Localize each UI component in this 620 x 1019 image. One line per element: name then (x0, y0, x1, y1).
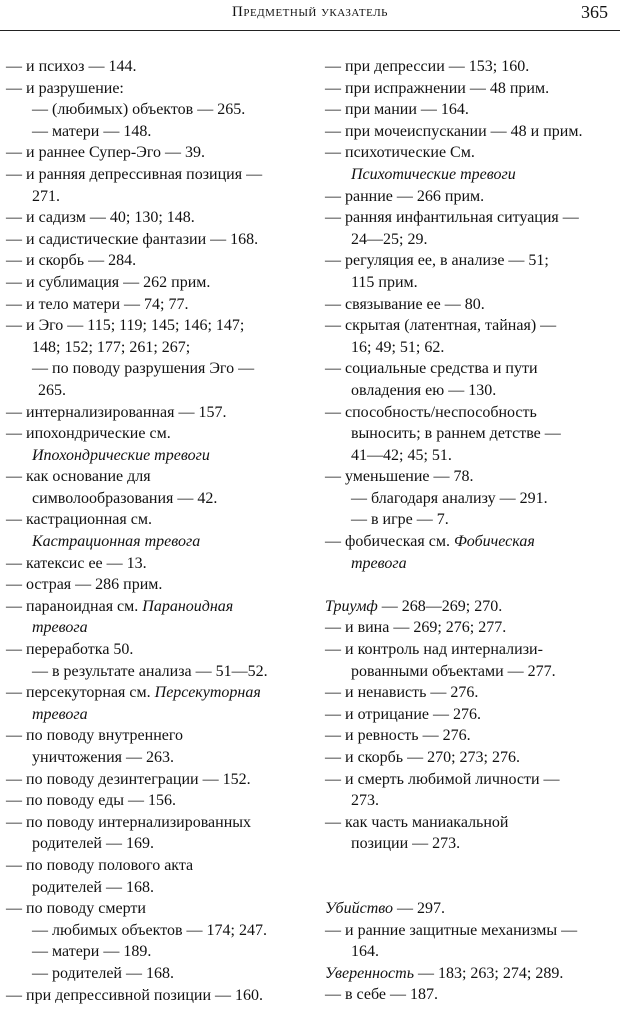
index-entry: — по поводу внутреннего (6, 727, 184, 745)
index-entry: — катексис ее — 13. (6, 554, 147, 572)
index-continuation: 271. (32, 187, 60, 205)
index-continuation: 24—25; 29. (351, 230, 428, 248)
index-entry: — по поводу смерти (6, 900, 146, 918)
index-heading-pages: — 268—269; 270. (381, 597, 503, 615)
index-entry: — по поводу интернализированных (6, 813, 252, 831)
index-cross-reference: Ипохондрические тревоги (32, 446, 210, 464)
index-entry: — и ревность — 276. (325, 727, 471, 745)
index-subentry: — родителей — 168. (32, 964, 174, 982)
index-entry (325, 531, 617, 553)
index-entry: — при депрессивной позиции — 160. (6, 986, 264, 1004)
index-heading (325, 963, 617, 985)
index-entry: — и отрицание — 276. (325, 705, 481, 723)
index-continuation: родителей — 169. (32, 835, 154, 853)
index-heading-pages: — 183; 263; 274; 289. (417, 964, 564, 982)
index-entry-text: — персекуторная см. (6, 684, 151, 702)
index-cross-reference: Фобическая (453, 533, 535, 551)
index-continuation: рованными объектами — 277. (351, 662, 556, 680)
index-entry: — и ненависть — 276. (325, 684, 479, 702)
right-index-column (325, 56, 617, 1006)
index-subentry: — в результате анализа — 51—52. (32, 662, 268, 680)
page-number: 365 (581, 2, 608, 22)
index-entry: — как часть маниакальной (325, 813, 509, 831)
index-continuation: овладения ею — 130. (351, 381, 497, 399)
index-heading-term: Триумф (325, 597, 378, 615)
index-continuation: 41—42; 45; 51. (351, 446, 452, 464)
spacer (325, 855, 617, 898)
index-heading (325, 596, 617, 618)
index-continuation: уничтожения — 263. (32, 749, 174, 766)
index-cross-reference: Персекуторная (154, 684, 261, 702)
page-header (0, 0, 620, 38)
index-cross-reference: Кастрационная тревога (32, 533, 201, 551)
index-continuation: позиции — 273. (351, 835, 461, 853)
index-subentry: — матери — 148. (32, 122, 152, 140)
index-entry-text: — параноидная см. (6, 597, 139, 615)
index-continuation: 148; 152; 177; 261; 267; (32, 338, 191, 356)
index-subentry: — любимых объектов — 174; 247. (32, 921, 267, 939)
index-continuation: символообразования — 42. (32, 489, 218, 507)
index-entry: — социальные средства и пути (325, 360, 538, 378)
index-entry: — интернализированная — 157. (6, 403, 227, 421)
index-entry: — как основание для (6, 468, 151, 486)
index-entry: — и контроль над интернализи- (325, 641, 543, 659)
index-entry: — уменьшение — 78. (325, 468, 474, 486)
index-entry: — и вина — 269; 276; 277. (325, 619, 507, 637)
index-entry: — ранние — 266 прим. (325, 187, 485, 205)
index-entry: — способность/неспособность (325, 403, 537, 421)
index-entry: — при испражнении — 48 прим. (325, 79, 550, 97)
index-entry-text: — фобическая см. (325, 533, 450, 551)
index-heading-pages: — 297. (397, 899, 445, 917)
index-heading-term: Убийство (325, 899, 393, 917)
index-entry: — и разрушение: (6, 79, 124, 97)
index-continuation: 273. (351, 792, 379, 810)
index-entry: — и Эго — 115; 119; 145; 146; 147; (6, 317, 245, 335)
index-subentry: — в игре — 7. (351, 511, 449, 529)
index-entry: — по поводу дезинтеграции — 152. (6, 770, 251, 788)
index-entry: — и ранняя депрессивная позиция — (6, 165, 263, 183)
index-entry: — острая — 286 прим. (6, 576, 163, 594)
index-entry: — и психоз — 144. (6, 58, 137, 75)
index-entry: — при депрессии — 153; 160. (325, 58, 530, 75)
index-entry: — и тело матери — 74; 77. (6, 295, 189, 313)
left-index-column (6, 56, 306, 1006)
index-cross-reference: Психотические тревоги (351, 165, 516, 183)
index-entry: — при мании — 164. (325, 101, 469, 119)
running-title: Предметный указатель (232, 4, 388, 20)
index-entry: — и садистические фантазии — 168. (6, 230, 259, 248)
index-entry: — при мочеиспускании — 48 и прим. (325, 122, 583, 140)
index-continuation: 115 прим. (351, 273, 418, 291)
index-continuation: 265. (38, 381, 66, 399)
header-rule (0, 30, 620, 31)
index-entry: — в себе — 187. (325, 986, 438, 1004)
index-entry: — регуляция ее, в анализе — 51; (325, 252, 549, 270)
index-entry: — и ранние защитные механизмы — (325, 921, 578, 939)
index-cross-reference: тревога (351, 554, 407, 572)
index-cross-reference: Параноидная (142, 597, 234, 615)
index-entry: — и сублимация — 262 прим. (6, 273, 211, 291)
index-entry: — ранняя инфантильная ситуация — (325, 209, 579, 227)
index-continuation: 164. (351, 943, 379, 961)
index-continuation: выносить; в раннем детстве — (351, 425, 561, 443)
index-entry: — и садизм — 40; 130; 148. (6, 209, 195, 227)
index-subentry: — (любимых) объектов — 265. (32, 101, 246, 119)
index-entry (6, 682, 306, 704)
index-entry: — по поводу еды — 156. (6, 792, 177, 810)
index-entry: — и скорбь — 284. (6, 252, 137, 270)
index-entry: — и скорбь — 270; 273; 276. (325, 749, 520, 766)
index-entry: — и раннее Супер-Эго — 39. (6, 144, 205, 162)
index-cross-reference: тревога (32, 705, 88, 723)
index-subentry: — матери — 189. (32, 943, 152, 961)
spacer (325, 574, 617, 596)
index-entry: — кастрационная см. (6, 511, 152, 529)
index-entry: — и смерть любимой личности — (325, 770, 560, 788)
index-entry: — психотические См. (325, 144, 475, 162)
index-entry: — скрытая (латентная, тайная) — (325, 317, 557, 335)
index-cross-reference: тревога (32, 619, 88, 637)
index-entry: — по поводу полового акта (6, 856, 194, 874)
index-entry (6, 596, 306, 618)
index-entry: — связывание ее — 80. (325, 295, 485, 313)
index-subentry: — по поводу разрушения Эго — (32, 360, 255, 378)
index-heading (325, 898, 617, 920)
index-entry: — переработка 50. (6, 641, 134, 659)
index-subentry: — благодаря анализу — 291. (351, 489, 548, 507)
index-heading-term: Уверенность (325, 964, 414, 982)
index-continuation: 16; 49; 51; 62. (351, 338, 445, 356)
index-continuation: родителей — 168. (32, 878, 154, 896)
index-entry: — ипохондрические см. (6, 425, 171, 443)
